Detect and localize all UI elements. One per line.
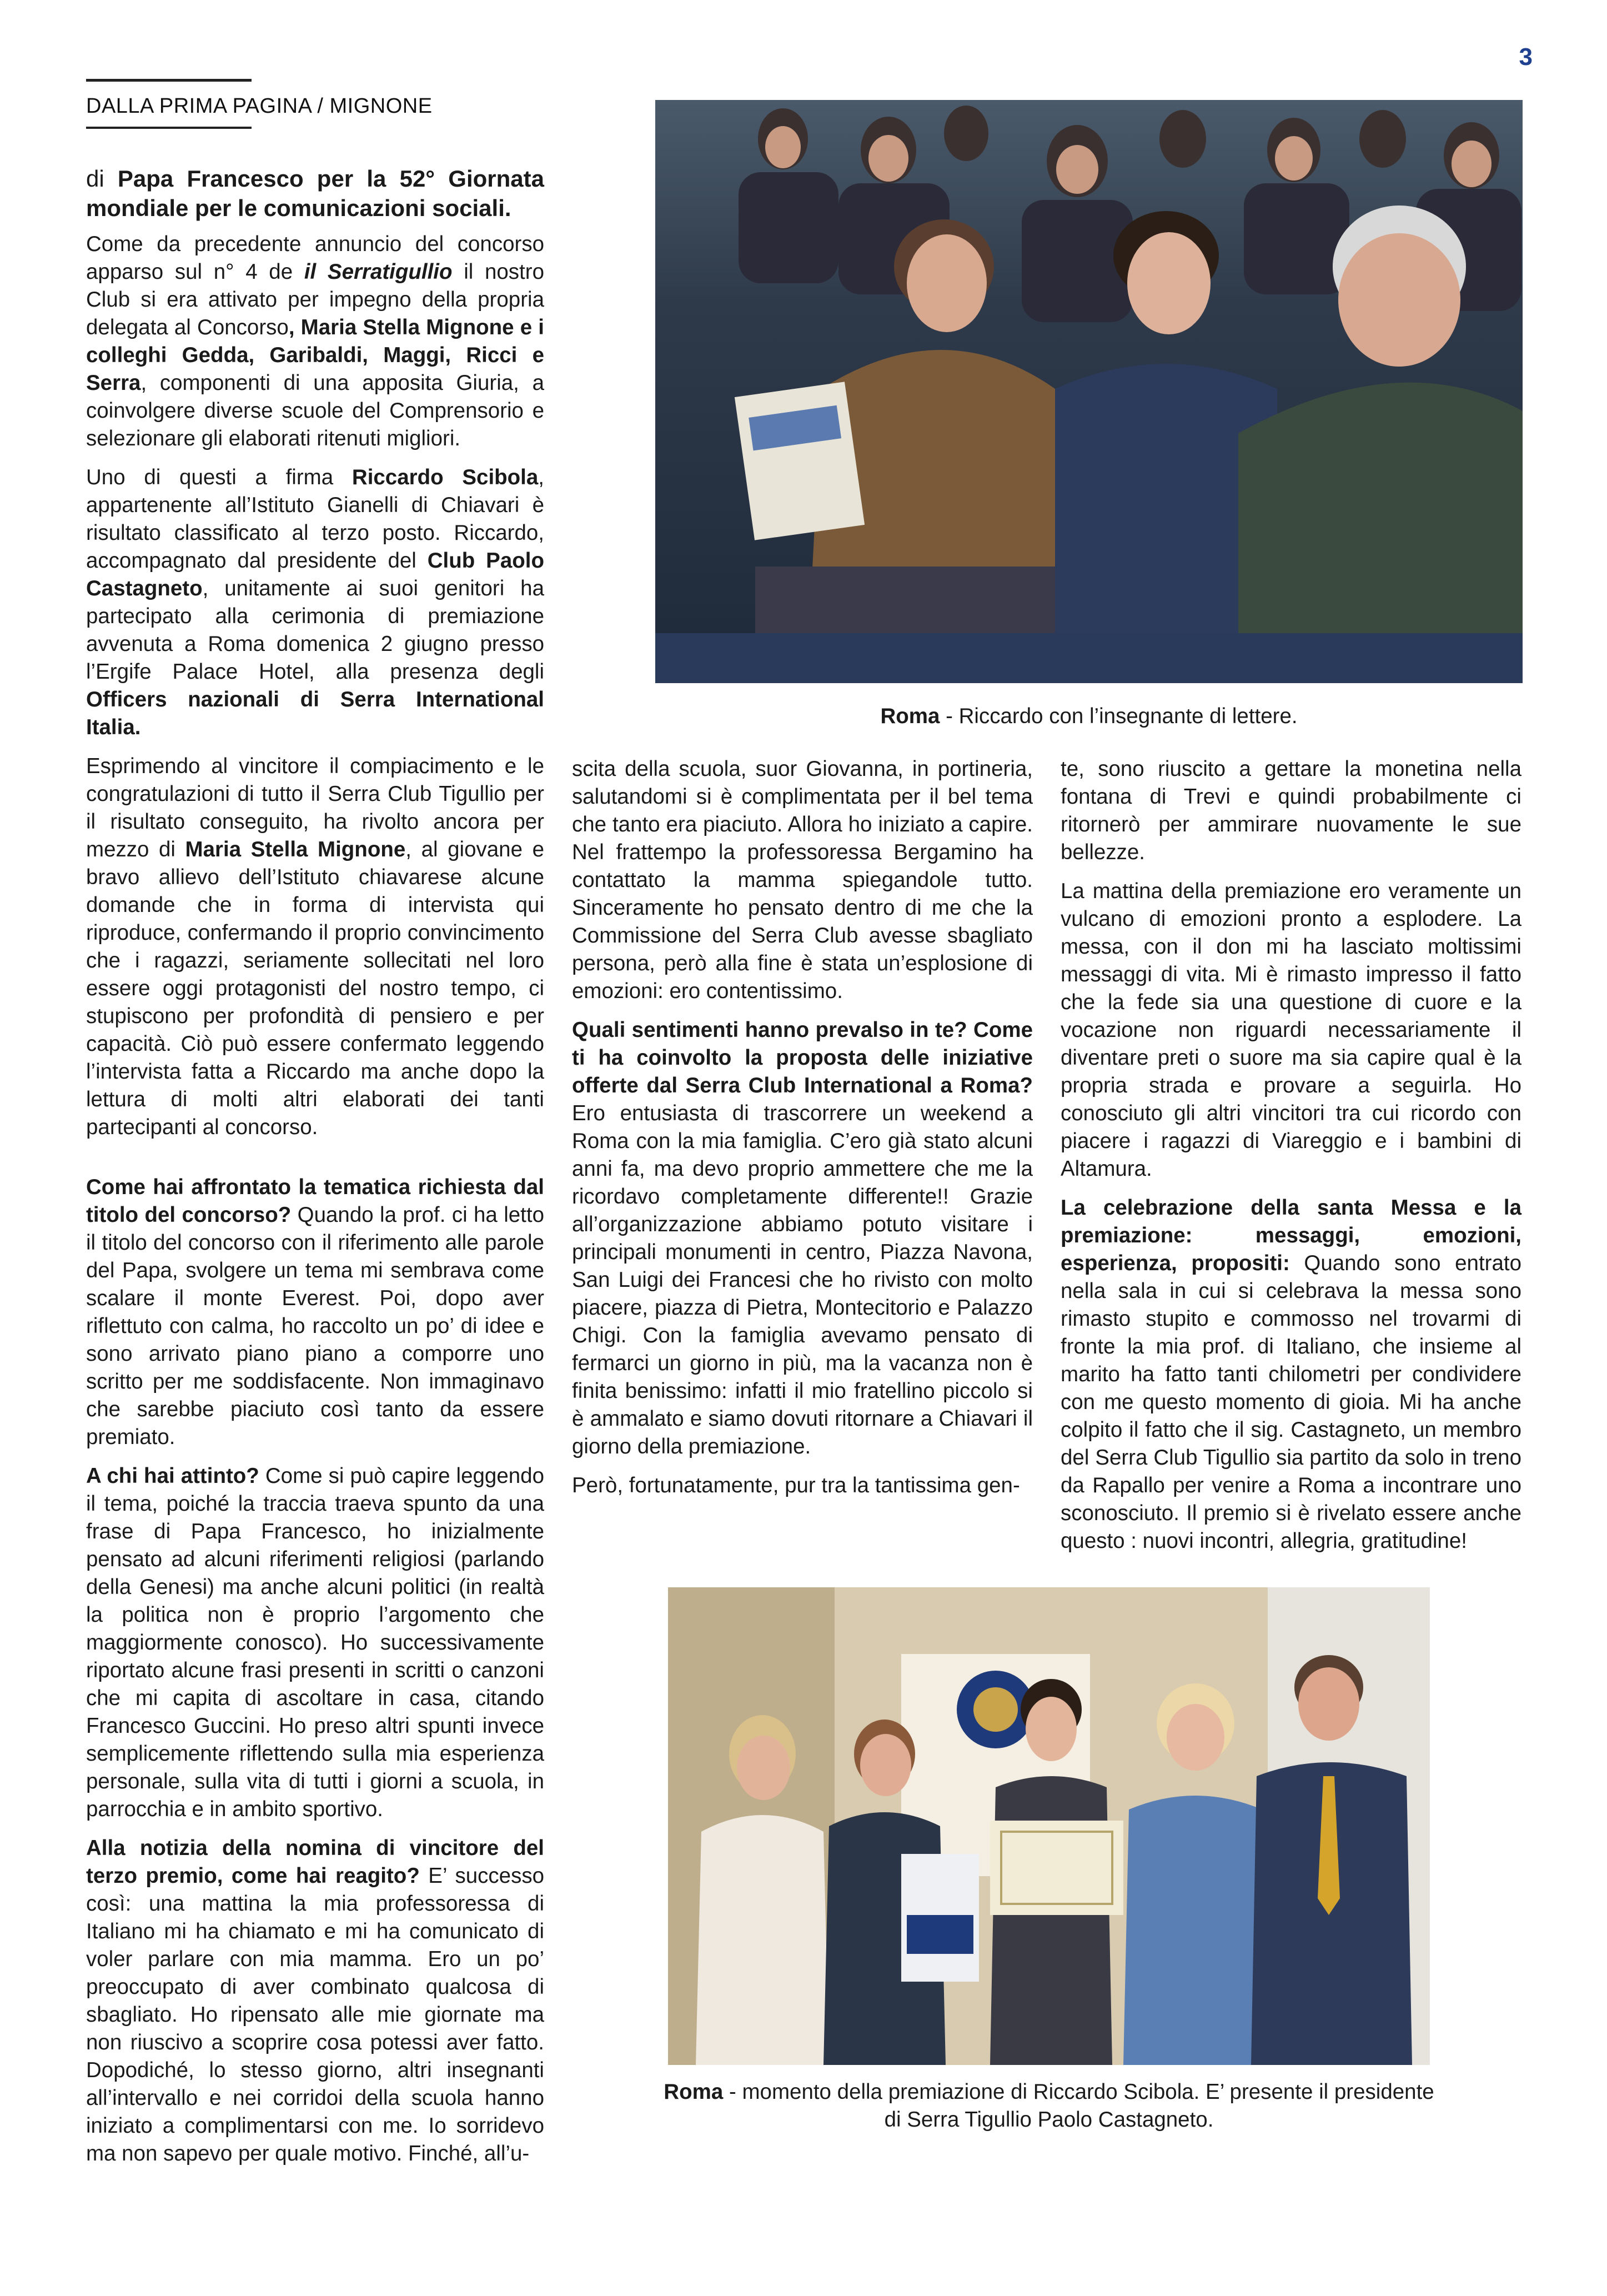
- lead-paragraph: [86, 164, 544, 223]
- paragraph: scita della scuola, suor Giovanna, in portineria, salutandomi si è complimentata per il bel tema che tanto era piaciuto. Allora ho iniziato a capire. Nel frattempo la professoressa Bergamino ha contattato la mamma spiegandole tutto. Sinceramente ho pensato dentro di me che la Commissione del Serra Club avesse sbagliato persona, però alla fine è stata un’esplosione di emozioni: ero contentissimo.: [572, 757, 1033, 1003]
- interview-question: A chi hai attinto?: [86, 1464, 259, 1488]
- bold-text: Officers nazionali di Serra International Italia.: [86, 688, 544, 739]
- bold-text: , Maria Stella Mignone e i colleghi Gedda, Garibaldi, Maggi, Ricci e Serra: [86, 315, 545, 395]
- lead-pre: di: [86, 166, 118, 192]
- section-label: DALLA PRIMA PAGINA / MIGNONE: [86, 94, 433, 118]
- text: il nostro Club si era attivato per impegno della propria delegata al Concorso: [86, 260, 544, 339]
- text: , al giovane e bravo allievo dell’Istituto chiavarese alcune domande che in forma di intervista qui riproduce, confermando il proprio convincimento che i ragazzi, seriamente sollecitati nel loro essere oggi protagonisti del nostro tempo, ci stupiscono per profondità di pensiero e per capacità. Ciò può essere confermato leggendo l’intervista fatta a Riccardo ma anche dopo la lettura di molti altri elaborati dei tanti partecipanti al concorso.: [86, 838, 544, 1139]
- page-number: 3: [1519, 43, 1533, 71]
- text: Quando sono entrato nella sala in cui si celebrava la messa sono rimasto stupito e commosso nel trovarmi di fronte la mia prof. di Italiano, che insieme al marito ha fatto tanti chilometri per condividere con me questo momento di gioia. Mi ha anche colpito il fatto che il sig. Castagneto, un membro del Serra Club Tigullio sia partito da solo in treno da Rapallo per venire a Roma a incontrare uno sconosciuto. Il premio si è rivelato essere anche questo : nuovi incontri, allegria, gratitudine!: [1061, 1251, 1521, 1553]
- lead-bold: Papa Francesco per la 52° Giornata mondiale per le comunicazioni sociali.: [86, 166, 545, 221]
- text: Uno di questi a firma: [86, 465, 352, 489]
- interview-answer: [572, 1016, 1033, 1461]
- text: E’ successo così: una mattina la mia professoressa di Italiano mi ha chiamato e mi ha comunicato di voler parlare con mia mamma. Ero un po’ preoccupato di aver combinato qualcosa di sbagliato. Ho ripensato alle mie giornate ma non riuscivo a scoprire cosa potessi aver fatto. Dopodiché, lo stesso giorno, altri insegnanti all’intervallo e nei corridoi della scuola hanno iniziato a complimentarsi con me. Io sorridevo ma non sapevo per quale motivo. Finché, all’u-: [86, 1864, 544, 2165]
- paragraph: La mattina della premiazione ero veramente un vulcano di emozioni pronto a esplodere. La messa, con il don mi ha lasciato moltissimi messaggi di vita. Mi è rimasto impresso il fatto che la fede sia una questione di cuore e la vocazione non riguardi necessariamente il diventare preti o suore ma sia capire qual è la propria strada e provare a seguirla. Ho conosciuto gli altri vincitori tra cui ricordo con piacere i ragazzi di Viareggio e i bambini di Altamura.: [1061, 879, 1521, 1181]
- interview-question: Quali sentimenti hanno prevalso in te? Come ti ha coinvolto la proposta delle iniziative offerte dal Serra Club International a Roma?: [572, 1018, 1033, 1097]
- paragraph: te, sono riuscito a gettare la monetina nella fontana di Trevi e quindi probabilmente ci ritornerò per ammirare nuovamente le sue bellezze.: [1061, 757, 1521, 864]
- newspaper-name: il Serratigullio: [304, 260, 453, 284]
- article-column-2: [572, 755, 1033, 1511]
- paragraph: [86, 753, 544, 1141]
- interview-answer: [86, 1834, 544, 2168]
- section-rule-bottom: [86, 127, 252, 129]
- photo-audience-caption: [655, 703, 1523, 730]
- text: Quando la prof. ci ha letto il titolo del concorso con il riferimento alle parole del Papa, svolgere un tema mi sembrava come scalare il monte Everest. Poi, dopo aver riflettuto con calma, ho raccolto un po’ di idee e sono arrivato piano piano a comporre uno scritto per me soddisfacente. Non immaginavo che sarebbe piaciuto così tanto da essere premiato.: [86, 1203, 544, 1449]
- text: Come si può capire leggendo il tema, poiché la traccia traeva spunto da una frase di Papa Francesco, ho inizialmente pensato ad alcuni riferimenti religiosi (parlando della Genesi) ma anche alcuni politici (in realtà la politica non è proprio l’argomento che maggiormente conosco). Ho successivamente riportato alcune frasi presenti in scritti o canzoni che mi capita di ascoltare in casa, citando Francesco Guccini. Ho preso altri spunti invece semplicemente riflettendo sulla mia esperienza personale, sulla vita di tutti i giorni a scuola, in parrocchia e in ambito sportivo.: [86, 1464, 544, 1821]
- text: Esprimendo al vincitore il compiacimento e le congratulazioni di tutto il Serra Club Tigullio per il risultato conseguito, ha rivolto ancora per mezzo di: [86, 754, 544, 861]
- section-rule-top: [86, 79, 252, 82]
- text: Ero entusiasta di trascorrere un weekend a Roma con la mia famiglia. C’ero già stato alcuni anni fa, ma devo proprio ammettere che me la ricordavo completamente differente!! Grazie all’organizzazione abbiamo potuto visitare i principali monumenti in centro, Piazza Navona, San Luigi dei Francesi che ho rivisto con molto piacere, piazza di Pietra, Montecitorio e Palazzo Chigi. Con la famiglia avevamo pensato di fermarci un giorno in più, ma la vacanza non è finita benissimo: infatti il mio fratellino piccolo si è ammalato e siamo dovuti ritornare a Chiavari il giorno della premiazione.: [572, 1101, 1033, 1458]
- interview-answer: [1061, 1194, 1521, 1555]
- article-column-1: [86, 164, 544, 2179]
- bold-text: Riccardo Scibola: [351, 465, 539, 489]
- paragraph: [86, 230, 544, 453]
- interview-question: Alla notizia della nomina di vincitore del terzo premio, come hai reagito?: [86, 1836, 544, 1888]
- bold-text: Maria Stella Mignone: [185, 838, 406, 861]
- interview-answer: [86, 1174, 544, 1451]
- text: , appartenente all’Istituto Gianelli di Chiavari è risultato classificato al terzo posto. Riccardo, accompagnato dal presidente del: [86, 465, 544, 573]
- text: , componenti di una apposita Giuria, a coinvolgere diverse scuole del Comprensorio e selezionare gli elaborati ritenuti migliori.: [86, 371, 544, 450]
- caption-text: - momento della premiazione di Riccardo Scibola. E’ presente il presidente di Serra Tigullio Paolo Castagneto.: [723, 2080, 1434, 2132]
- caption-text: - Riccardo con l’insegnante di lettere.: [940, 704, 1298, 728]
- article-column-3: [1061, 755, 1521, 1566]
- interview-answer: [86, 1462, 544, 1823]
- interview-question: La celebrazione della santa Messa e la premiazione: messaggi, emozioni, esperienza, propositi:: [1061, 1196, 1521, 1275]
- photo-award-caption: [661, 2078, 1437, 2134]
- audience-photo-image: [655, 100, 1523, 683]
- photo-audience: [655, 100, 1523, 683]
- text: Come da precedente annuncio del concorso apparso sul n° 4 de: [86, 232, 544, 284]
- award-photo-image: [668, 1587, 1430, 2065]
- caption-place: Roma: [664, 2080, 724, 2104]
- paragraph: Però, fortunatamente, pur tra la tantissima gen-: [572, 1473, 1020, 1497]
- photo-award-ceremony: [668, 1587, 1430, 2065]
- caption-place: Roma: [880, 704, 940, 728]
- text: , unitamente ai suoi genitori ha partecipato alla cerimonia di premiazione avvenuta a Roma domenica 2 giugno presso l’Ergife Palace Hotel, alla presenza degli: [86, 576, 544, 684]
- interview-question: Come hai affrontato la tematica richiesta dal titolo del concorso?: [86, 1175, 544, 1227]
- bold-text: Club Paolo Castagneto: [86, 549, 544, 600]
- paragraph: [86, 464, 544, 741]
